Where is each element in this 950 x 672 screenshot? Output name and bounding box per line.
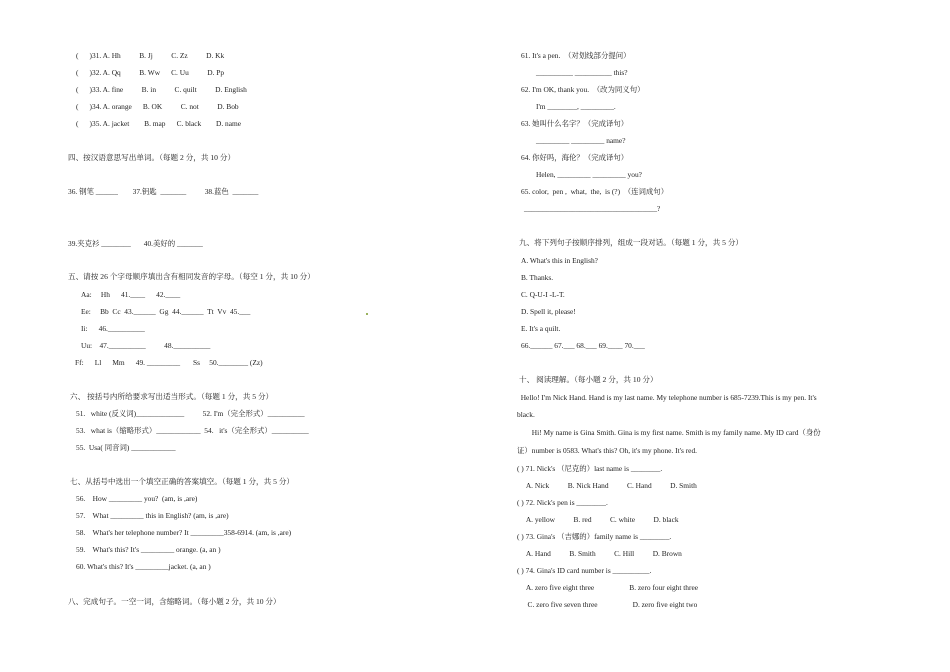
section-7-heading: 七、从括号中选出一个填空正确的答案填空。（每题 1 分，共 5 分） <box>70 477 295 486</box>
question-74-options-2: C. zero five seven three D. zero five eight two <box>522 600 698 609</box>
question-64-answer: Helen, _________ _________ you? <box>536 170 642 179</box>
stray-dot <box>366 313 368 315</box>
dialogue-answers: 66.______ 67.___ 68.___ 69.____ 70.___ <box>521 341 645 350</box>
section-10-heading: 十、 阅读理解。（每小题 2 分，共 10 分） <box>519 375 658 384</box>
question-74: ( ) 74. Gina's ID card number is __________. <box>517 566 652 575</box>
section-6-line-2: 53. what is（缩略形式）____________ 54. it's（完全形式）__________ <box>76 426 309 435</box>
section-5-line-ee: Ee: Bb Cc 43.______ Gg 44.______ Tt Vv 45.___ <box>81 307 251 316</box>
question-61: 61. It's a pen. （对划线部分提问） <box>521 51 631 60</box>
question-56: 56. How _________ you? (am, is ,are) <box>76 494 198 503</box>
question-63-answer: _________ _________ name? <box>536 136 626 145</box>
question-65: 65. color, pen , what, the, is (?) （连词成句） <box>521 187 669 196</box>
dialogue-e: E. It's a quilt. <box>521 324 561 333</box>
question-57: 57. What _________ this in English? (am, is ,are) <box>76 511 229 520</box>
passage-2-line-2: 证）number is 0583. What's this? Oh, it's my phone. It's red. <box>517 446 697 455</box>
question-59: 59. What's this? It's _________ orange. (a, an ) <box>76 545 221 554</box>
question-65-answer: ____________________________________? <box>524 204 661 213</box>
question-72-options: A. yellow B. red C. white D. black <box>517 515 679 524</box>
section-8-heading: 八、完成句子。一空一词，含缩略词。（每小题 2 分，共 10 分） <box>68 597 281 606</box>
question-60: 60. What's this? It's _________jacket. (a, an ) <box>76 562 211 571</box>
question-64: 64. 你好吗，海伦？（完成译句） <box>521 153 629 162</box>
question-74-options-1: A. zero five eight three B. zero four eight three <box>517 583 699 592</box>
question-73-options: A. Hand B. Smith C. Hill D. Brown <box>517 549 682 558</box>
section-4-line-2: 39.夹克衫 ________ 40.美好的 _______ <box>68 239 203 248</box>
section-5-heading: 五、请按 26 个字母顺序填出含有相同发音的字母。（每空 1 分，共 10 分） <box>68 272 315 281</box>
question-34: ( )34. A. orange B. OK C. not D. Bob <box>76 102 239 111</box>
dialogue-b: B. Thanks. <box>521 273 554 282</box>
question-32: ( )32. A. Qq B. Ww C. Uu D. Pp <box>76 68 225 77</box>
question-33: ( )33. A. fine B. in C. quilt D. English <box>76 85 247 94</box>
question-31: ( )31. A. Hh B. Jj C. Zz D. Kk <box>76 51 225 60</box>
section-6-heading: 六、 按括号内所给要求写出适当形式。（每题 1 分，共 5 分） <box>70 392 274 401</box>
section-5-line-aa: Aa: Hh 41.____ 42.____ <box>81 290 181 299</box>
section-6-line-3: 55. Usa( 同音词) ____________ <box>76 443 176 452</box>
question-62-answer: I'm ________, _________. <box>536 102 616 111</box>
section-6-line-1: 51. white (反义词)_____________ 52. I'm（完全形式）__________ <box>76 409 305 418</box>
dialogue-a: A. What's this in English? <box>521 256 598 265</box>
question-71-options: A. Nick B. Nick Hand C. Hand D. Smith <box>517 481 697 490</box>
section-5-line-uu: Uu: 47.__________ 48.__________ <box>81 341 211 350</box>
question-73: ( ) 73. Gina's （吉娜的）family name is ________. <box>517 532 672 541</box>
question-62: 62. I'm OK, thank you. （改为同义句） <box>521 85 645 94</box>
dialogue-d: D. Spell it, please! <box>521 307 576 316</box>
passage-1-line-1: Hello! I'm Nick Hand. Hand is my last name. My telephone number is 685-7239.This is my pen. It's <box>517 393 817 402</box>
section-4-line-1: 36. 钢笔 ______ 37.钥匙 _______ 38.蓝色 _______ <box>68 187 259 196</box>
question-58: 58. What's her telephone number? It _________358-6914. (am, is ,are) <box>76 528 292 537</box>
question-35: ( )35. A. jacket B. map C. black D. name <box>76 119 242 128</box>
passage-2-line-1: Hi! My name is Gina Smith. Gina is my first name. Smith is my family name. My ID card（身份 <box>517 428 821 437</box>
section-9-heading: 九、将下列句子按顺序排列，组成一段对话。（每题 1 分，共 5 分） <box>519 238 744 247</box>
section-5-line-ff: Ff: Ll Mm 49. _________ Ss 50.________ (Zz) <box>75 358 263 367</box>
question-72: ( ) 72. Nick's pen is ________. <box>517 498 608 507</box>
question-61-answer: __________ __________ this? <box>536 68 628 77</box>
section-5-line-ii: Ii: 46.__________ <box>81 324 145 333</box>
question-63: 63. 她叫什么名字？（完成译句） <box>521 119 629 128</box>
section-4-heading: 四、按汉语意思写出单词。（每题 2 分，共 10 分） <box>68 153 236 162</box>
dialogue-c: C. Q-U-I -L-T. <box>521 290 565 299</box>
passage-1-line-2: black. <box>517 410 535 419</box>
question-71: ( ) 71. Nick's （尼克的）last name is ________. <box>517 464 663 473</box>
